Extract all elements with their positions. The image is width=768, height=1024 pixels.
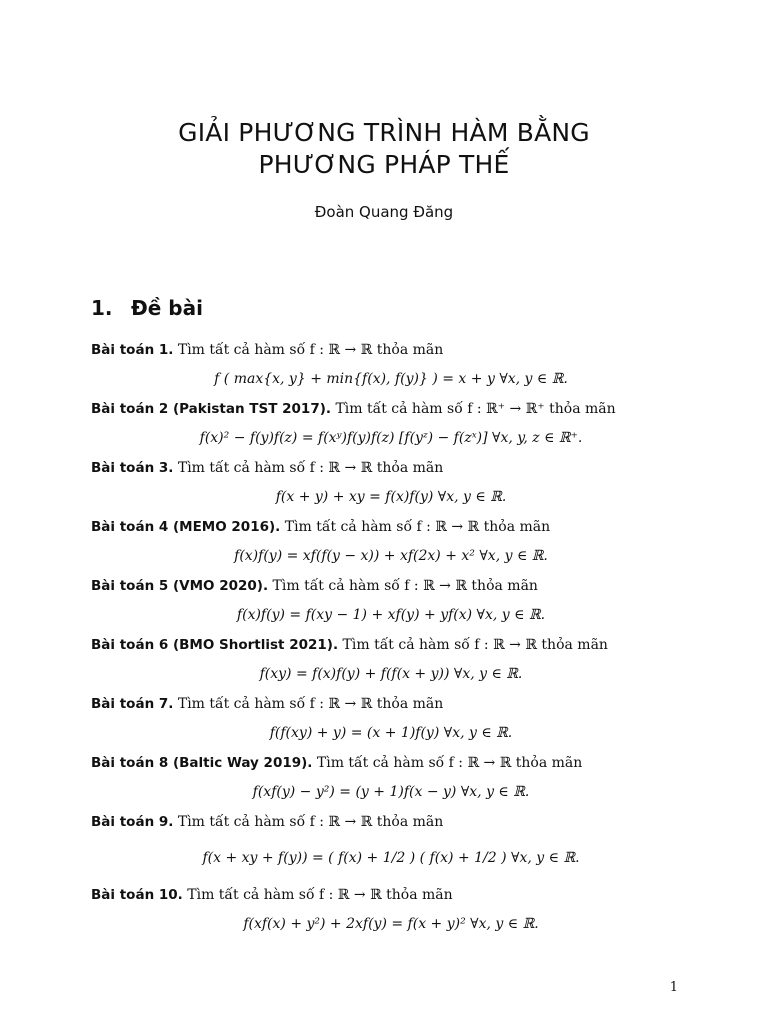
problem-label: Bài toán 3.	[91, 460, 174, 476]
problem-10	[91, 885, 691, 935]
problem-label: Bài toán 7.	[91, 696, 174, 712]
problem-statement: Tìm tất cả hàm số f : ℝ → ℝ thỏa mãn	[177, 696, 444, 712]
problem-formula: f(x)² − f(y)f(z) = f(xʸ)f(y)f(z) [f(yᶻ) − f(zˣ)] ∀x, y, z ∈ ℝ⁺.	[199, 430, 583, 446]
problem-formula: f(x + y) + xy = f(x)f(y) ∀x, y ∈ ℝ.	[275, 489, 507, 505]
document-title	[0, 117, 768, 181]
problem-statement: Tìm tất cả hàm số f : ℝ → ℝ thỏa mãn	[177, 460, 444, 476]
problem-3	[91, 458, 691, 508]
problem-statement: Tìm tất cả hàm số f : ℝ → ℝ thỏa mãn	[342, 637, 608, 653]
problem-statement: Tìm tất cả hàm số f : ℝ⁺ → ℝ⁺ thỏa mãn	[335, 401, 616, 417]
problem-label: Bài toán 5 (VMO 2020).	[91, 578, 269, 594]
problem-label: Bài toán 9.	[91, 814, 174, 830]
problem-statement: Tìm tất cả hàm số f : ℝ → ℝ thỏa mãn	[316, 755, 583, 771]
problem-formula: f(f(xy) + y) = (x + 1)f(y) ∀x, y ∈ ℝ.	[269, 725, 513, 741]
problem-label: Bài toán 8 (Baltic Way 2019).	[91, 755, 313, 771]
problem-formula: f(x)f(y) = xf(f(y − x)) + xf(2x) + x² ∀x, y ∈ ℝ.	[234, 548, 548, 564]
problem-formula: f(x)f(y) = f(xy − 1) + xf(y) + yf(x) ∀x, y ∈ ℝ.	[236, 607, 546, 623]
page-number: 1	[669, 980, 678, 995]
problem-list	[91, 340, 691, 944]
problem-label: Bài toán 1.	[91, 342, 174, 358]
problem-formula: f(x + xy + f(y)) = ( f(x) + 1/2 ) ( f(x) + 1/2 ) ∀x, y ∈ ℝ.	[202, 850, 580, 866]
problem-5	[91, 576, 691, 626]
problem-formula: f ( max{x, y} + min{f(x), f(y)} ) = x + y ∀x, y ∈ ℝ.	[214, 371, 568, 387]
title-line-1: GIẢI PHƯƠNG TRÌNH HÀM BẰNG	[178, 118, 590, 147]
problem-label: Bài toán 4 (MEMO 2016).	[91, 519, 281, 535]
problem-9	[91, 812, 691, 880]
section-title: Đề bài	[131, 296, 203, 320]
problem-statement: Tìm tất cả hàm số f : ℝ → ℝ thỏa mãn	[187, 887, 453, 903]
problem-formula: f(xy) = f(x)f(y) + f(f(x + y)) ∀x, y ∈ ℝ.	[259, 666, 523, 682]
problem-statement: Tìm tất cả hàm số f : ℝ → ℝ thỏa mãn	[177, 814, 444, 830]
section-number: 1.	[91, 296, 113, 320]
problem-label: Bài toán 2 (Pakistan TST 2017).	[91, 401, 332, 417]
problem-statement: Tìm tất cả hàm số f : ℝ → ℝ thỏa mãn	[284, 519, 551, 535]
problem-formula: f(xf(y) − y²) = (y + 1)f(x − y) ∀x, y ∈ ℝ.	[252, 784, 530, 800]
problem-label: Bài toán 10.	[91, 887, 183, 903]
author: Đoàn Quang Đăng	[314, 203, 454, 221]
problem-statement: Tìm tất cả hàm số f : ℝ → ℝ thỏa mãn	[177, 342, 444, 358]
problem-2	[91, 399, 691, 449]
problem-formula: f(xf(x) + y²) + 2xf(y) = f(x + y)² ∀x, y ∈ ℝ.	[243, 916, 539, 932]
problem-statement: Tìm tất cả hàm số f : ℝ → ℝ thỏa mãn	[272, 578, 538, 594]
problem-8	[91, 753, 691, 803]
problem-label: Bài toán 6 (BMO Shortlist 2021).	[91, 637, 339, 653]
problem-1	[91, 340, 691, 390]
title-line-2: PHƯƠNG PHÁP THẾ	[258, 150, 510, 179]
problem-6	[91, 635, 691, 685]
problem-4	[91, 517, 691, 567]
section-heading	[91, 296, 203, 320]
problem-7	[91, 694, 691, 744]
